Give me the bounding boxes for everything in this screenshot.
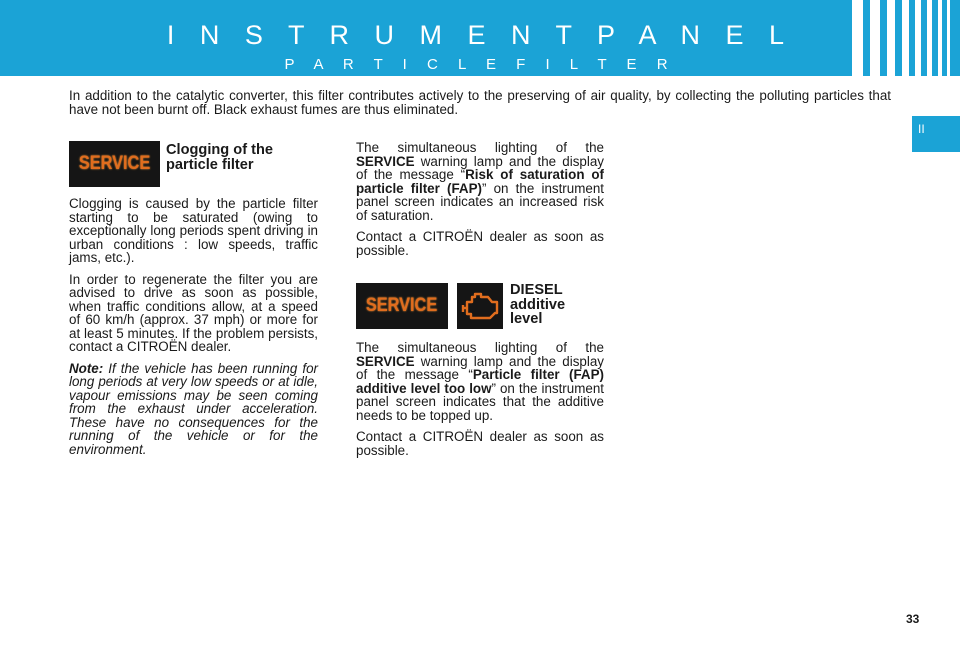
saturation-contact: Contact a CITROËN dealer as soon as possible. xyxy=(356,229,604,258)
diesel-section xyxy=(356,341,604,465)
diesel-contact: Contact a CITROËN dealer as soon as possible. xyxy=(356,429,604,458)
diesel-message: Particle filter (FAP) additive level too low xyxy=(356,367,604,396)
service-warning-lamp-icon xyxy=(356,283,448,329)
intro-paragraph: In addition to the catalytic converter, this filter contributes actively to the preserving of air quality, by collecting the polluting particles that have not been burnt off. Black exhaust fumes are thus eliminated. xyxy=(69,88,891,117)
saturation-paragraph xyxy=(356,141,604,222)
saturation-message: Risk of saturation of particle filter (FAP) xyxy=(356,167,604,196)
saturation-section xyxy=(356,141,604,265)
header-banner xyxy=(0,0,960,76)
chapter-tab-label: II xyxy=(918,122,925,136)
diesel-paragraph xyxy=(356,341,604,422)
service-lamp-label: SERVICE xyxy=(78,153,151,174)
saturation-text-a: The simultaneous lighting of the xyxy=(356,140,604,155)
saturation-text-b: warning lamp and the display of the message “ xyxy=(356,153,604,182)
clogging-note xyxy=(69,362,318,457)
header-stripes xyxy=(852,0,952,76)
page-number: 33 xyxy=(906,612,920,626)
page-subtitle: P A R T I C L E F I L T E R xyxy=(284,56,676,73)
diesel-service-word: SERVICE xyxy=(356,353,415,369)
clogging-section xyxy=(69,197,318,464)
clogging-para-2: In order to regenerate the filter you are advised to drive as soon as possible, when traffic conditions allow, at a speed of 60 km/h (approx. 37 mph) or more for at least 5 minutes. If the problem persists, contact a CITROËN dealer. xyxy=(69,271,318,354)
note-label: Note: xyxy=(69,360,104,376)
clogging-para-1: Clogging is caused by the particle filter starting to be saturated (owing to exceptionally long periods spent driving in urban conditions : low speeds, traffic jams, etc.). xyxy=(69,196,318,265)
service-warning-lamp-icon xyxy=(69,141,160,187)
engine-warning-icon-svg xyxy=(457,283,503,329)
clogging-heading: Clogging of the particle filter xyxy=(166,142,273,173)
saturation-text-c: ” on the instrument panel screen indicates an increased risk of saturation. xyxy=(356,180,604,223)
note-text: If the vehicle has been running for long periods at very low speeds or at idle, vapour emissions may be seen coming from the exhaust under acceleration. These have no consequences for the running of the vehicle or for the environment. xyxy=(69,360,318,457)
diesel-text-b: warning lamp and the display of the message “ xyxy=(356,353,604,382)
service-lamp-label-2: SERVICE xyxy=(366,295,438,316)
engine-warning-icon xyxy=(457,283,503,329)
chapter-tab xyxy=(912,116,960,152)
saturation-service-word: SERVICE xyxy=(356,153,415,169)
page-title: I N S T R U M E N T P A N E L xyxy=(166,20,794,50)
diesel-text-c: ” on the instrument panel screen indicates that the additive needs to be topped up. xyxy=(356,380,604,423)
diesel-heading: DIESEL additive level xyxy=(510,282,566,327)
diesel-text-a: The simultaneous lighting of the xyxy=(356,340,604,355)
